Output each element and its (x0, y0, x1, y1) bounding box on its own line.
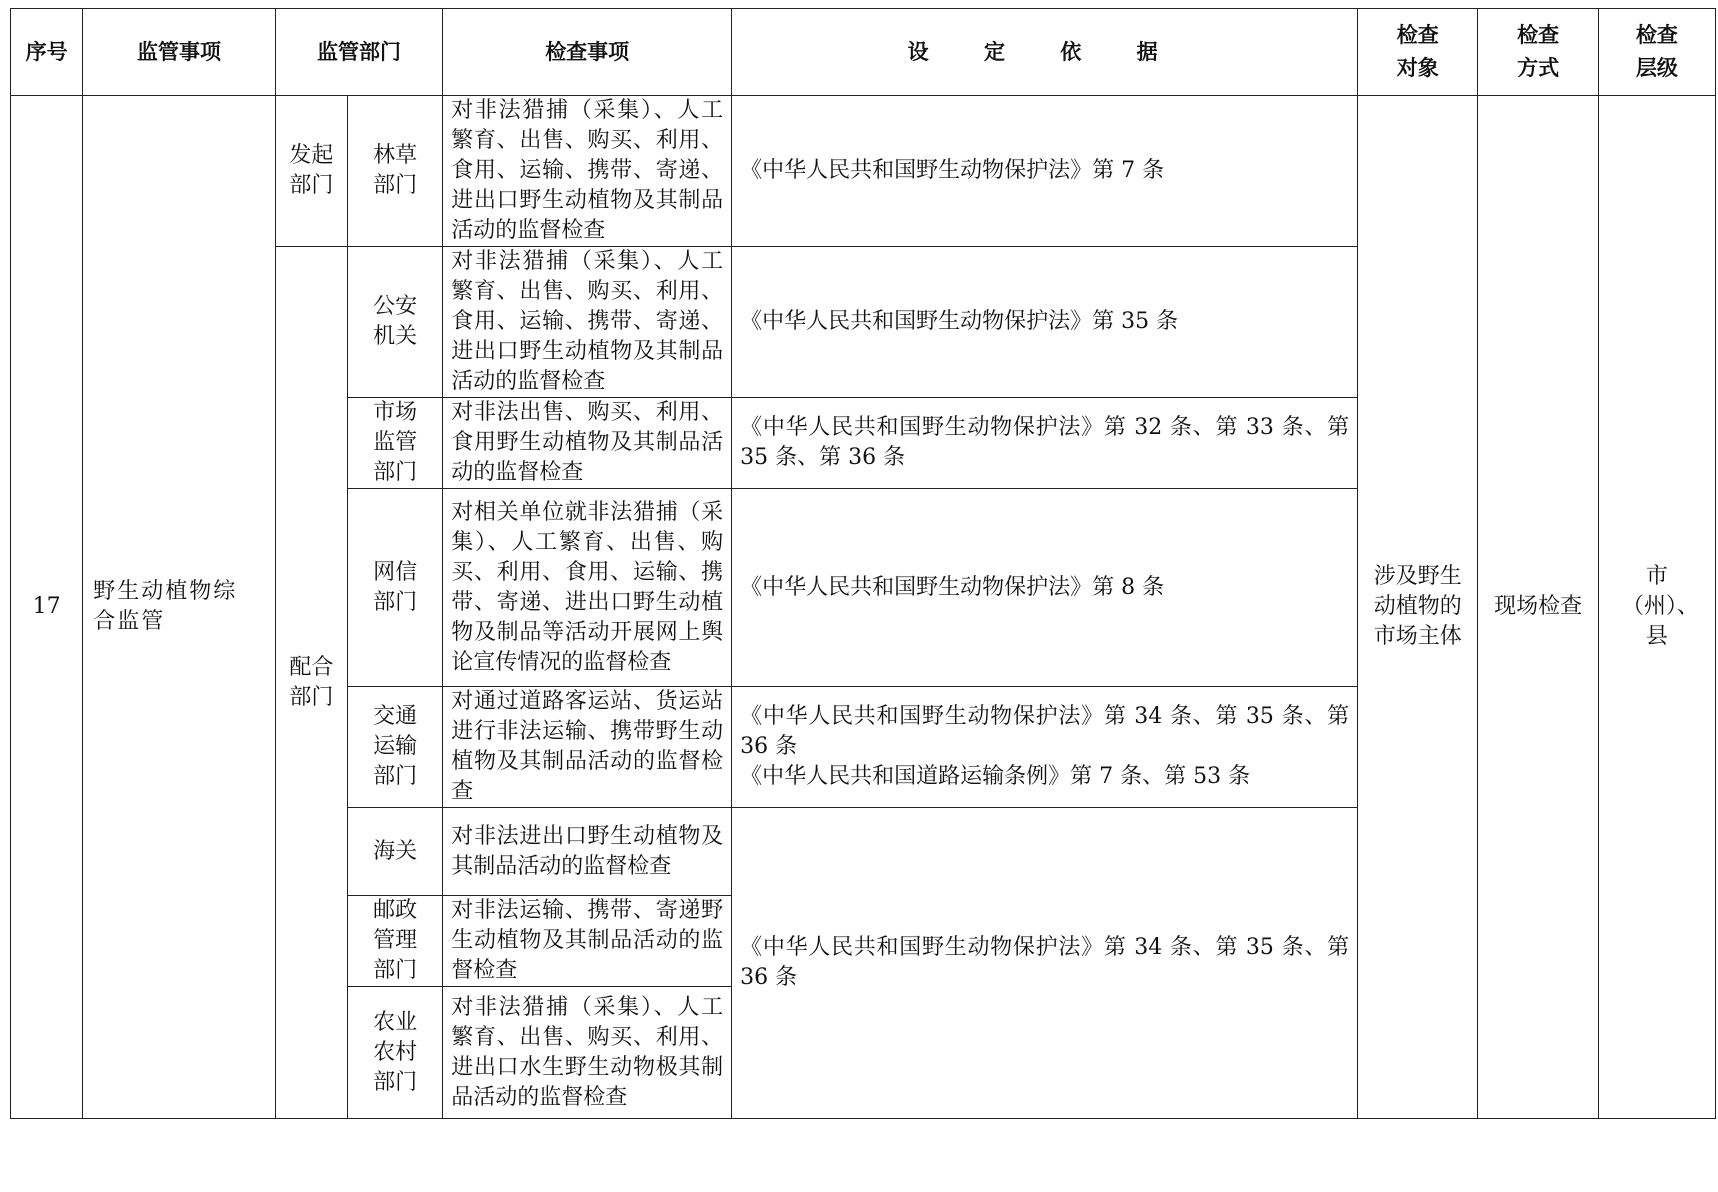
header-method: 检查方式 (1478, 9, 1598, 96)
header-row (11, 9, 1716, 96)
basis-cell: 《中华人民共和国野生动物保护法》第 7 条 (732, 96, 1358, 247)
dept-cell: 林草部门 (348, 96, 443, 247)
seq-cell: 17 (11, 96, 83, 1119)
check-item-cell: 对非法猎捕（采集）、人工繁育、出售、购买、利用、进出口水生野生动物极其制品活动的监督检查 (443, 987, 732, 1119)
dept-cell: 海关 (348, 808, 443, 896)
header-seq: 序号 (11, 9, 83, 96)
header-basis: 设 定 依 据 (732, 9, 1358, 96)
method-cell: 现场检查 (1478, 96, 1598, 1119)
object-cell: 涉及野生动植物的市场主体 (1358, 96, 1478, 1119)
check-item-cell: 对相关单位就非法猎捕（采集）、人工繁育、出售、购买、利用、食用、运输、携带、寄递、进出口野生动植物及制品等活动开展网上舆论宣传情况的监督检查 (443, 489, 732, 687)
header-dept: 监管部门 (275, 9, 442, 96)
check-item-cell: 对非法猎捕（采集）、人工繁育、出售、购买、利用、食用、运输、携带、寄递、进出口野生动植物及其制品活动的监督检查 (443, 96, 732, 247)
check-item-cell: 对通过道路客运站、货运站进行非法运输、携带野生动植物及其制品活动的监督检查 (443, 687, 732, 808)
check-item-cell: 对非法出售、购买、利用、食用野生动植物及其制品活动的监督检查 (443, 398, 732, 489)
basis-line: 《中华人民共和国野生动物保护法》第 34 条、第 35 条、第 36 条 (740, 704, 1350, 759)
item-cell: 野生动植物综合监管 (83, 96, 276, 1119)
dept-cell: 网信部门 (348, 489, 443, 687)
check-item-cell: 对非法猎捕（采集）、人工繁育、出售、购买、利用、食用、运输、携带、寄递、进出口野生动植物及其制品活动的监督检查 (443, 247, 732, 398)
header-level: 检查层级 (1598, 9, 1715, 96)
basis-cell: 《中华人民共和国野生动物保护法》第 35 条 (732, 247, 1358, 398)
header-object: 检查对象 (1358, 9, 1478, 96)
dept-cell: 交通运输部门 (348, 687, 443, 808)
regulation-table (10, 8, 1716, 1119)
dept-cell: 农业农村部门 (348, 987, 443, 1119)
dept-cell: 市场监管部门 (348, 398, 443, 489)
dept-cell: 邮政管理部门 (348, 896, 443, 987)
header-check-item: 检查事项 (443, 9, 732, 96)
basis-line: 《中华人民共和国道路运输条例》第 7 条、第 53 条 (740, 764, 1251, 789)
level-cell: 市（州）、县 (1598, 96, 1715, 1119)
dept-group-lead: 发起部门 (275, 96, 347, 247)
basis-cell: 《中华人民共和国野生动物保护法》第 32 条、第 33 条、第 35 条、第 36 条 (732, 398, 1358, 489)
dept-cell: 公安机关 (348, 247, 443, 398)
header-item: 监管事项 (83, 9, 276, 96)
basis-cell: 《中华人民共和国野生动物保护法》第 8 条 (732, 489, 1358, 687)
check-item-cell: 对非法进出口野生动植物及其制品活动的监督检查 (443, 808, 732, 896)
dept-group-coop: 配合部门 (275, 247, 347, 1119)
basis-cell (732, 687, 1358, 808)
basis-cell: 《中华人民共和国野生动物保护法》第 34 条、第 35 条、第 36 条 (732, 808, 1358, 1119)
check-item-cell: 对非法运输、携带、寄递野生动植物及其制品活动的监督检查 (443, 896, 732, 987)
table-row (11, 96, 1716, 247)
